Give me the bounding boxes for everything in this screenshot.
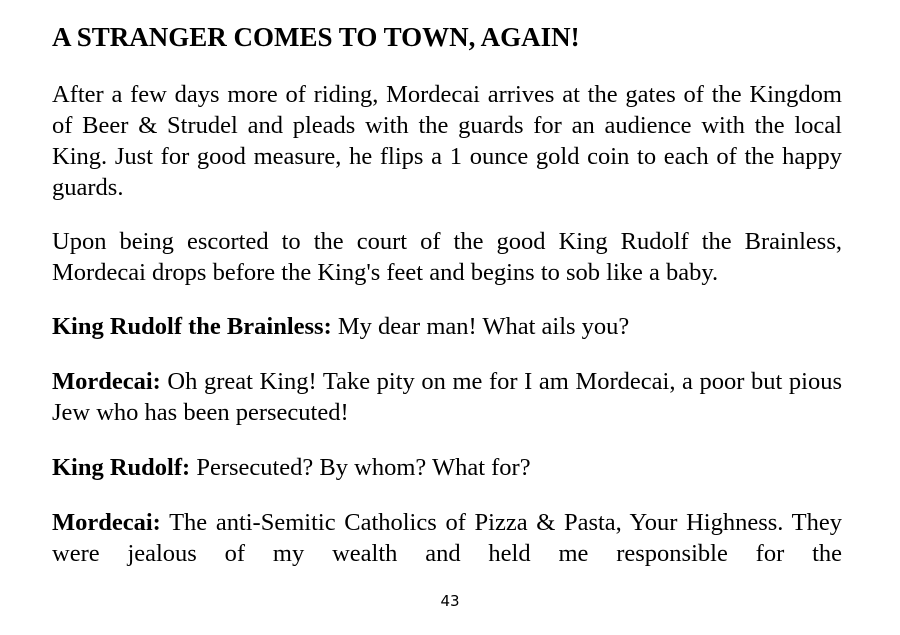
dialogue-paragraph-king-rudolf-the-brainless — [52, 311, 842, 342]
dialogue-paragraph-mordecai-1 — [52, 366, 842, 428]
page-number: 43 — [440, 592, 460, 610]
document-page — [52, 0, 842, 635]
paragraph-text: Upon being escorted to the court of the good King Rudolf the Brainless, Mordecai drops before the King's feet and begins to sob like a baby. — [52, 228, 842, 286]
dialogue-text: My dear man! What ails you? — [331, 313, 630, 340]
paragraph-text: After a few days more of riding, Mordecai arrives at the gates of the Kingdom of Beer & Strudel and pleads with the guards for an audience with the local King. Just for good measure, he flips a 1 ounce gold coin to each of the happy guards. — [52, 81, 842, 201]
narration-paragraph-1 — [52, 79, 842, 203]
speaker-name: Mordecai: — [52, 368, 161, 395]
dialogue-text: The anti-Semitic Catholics of Pizza & Pasta, Your Highness. They were jealous of my wealth and held me responsible for the — [52, 509, 842, 567]
speaker-name: King Rudolf the Brainless: — [52, 313, 332, 340]
speaker-name: Mordecai: — [52, 509, 161, 536]
speaker-name: King Rudolf: — [52, 454, 191, 481]
dialogue-text: Persecuted? By whom? What for? — [190, 454, 531, 481]
dialogue-paragraph-mordecai-2 — [52, 507, 842, 569]
dialogue-paragraph-king-rudolf — [52, 452, 842, 483]
dialogue-text: Oh great King! Take pity on me for I am Mordecai, a poor but pious Jew who has been persecuted! — [52, 368, 842, 426]
narration-paragraph-2 — [52, 226, 842, 288]
chapter-heading: A STRANGER COMES TO TOWN, AGAIN! — [52, 22, 580, 52]
